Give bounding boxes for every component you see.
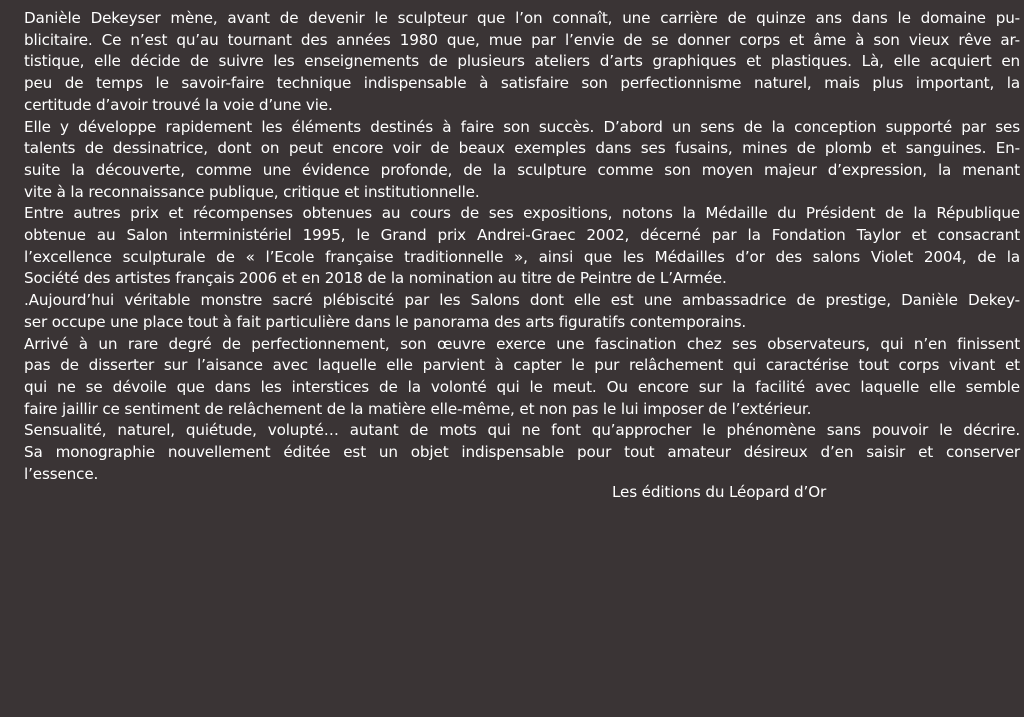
text-line: l’excellence sculpturale de « l’Ecole française traditionnelle », ainsi que les Médailles d’or des salons Violet 2004, de la xyxy=(24,247,1020,266)
text-line: faire jaillir ce sentiment de relâchement de la matière elle-même, et non pas le lui imposer de l’extérieur. xyxy=(24,399,812,418)
text-line: ser occupe une place tout à fait particulière dans le panorama des arts figuratifs contemporains. xyxy=(24,312,747,331)
text-line: Sensualité, naturel, quiétude, volupté… autant de mots qui ne font qu’approcher le phénomène sans pouvoir le décrire. xyxy=(24,421,1020,440)
text-line: Danièle Dekeyser mène, avant de devenir le sculpteur que l’on connaît, une carrière de quinze ans dans le domaine pu- xyxy=(24,9,1020,27)
publisher-signature: Les éditions du Léopard d’Or xyxy=(612,483,827,501)
text-line: suite la découverte, comme une évidence profonde, de la sculpture comme son moyen majeur d’expression, la menant xyxy=(24,160,1020,179)
text-line: Société des artistes français 2006 et en 2018 de la nomination au titre de Peintre de L’Armée. xyxy=(24,269,727,288)
text-line: blicitaire. Ce n’est qu’au tournant des années 1980 que, mue par l’envie de se donner corps et âme à son vieux rêve ar- xyxy=(24,30,1020,49)
text-line: certitude d’avoir trouvé la voie d’une vie. xyxy=(24,95,333,114)
paragraph xyxy=(24,290,1020,333)
text-line: qui ne se dévoile que dans les interstices de la volonté qui le meut. Ou encore sur la facilité avec laquelle elle semble xyxy=(24,377,1020,396)
text-line: talents de dessinatrice, dont on peut encore voir de beaux exemples dans ses fusains, mines de plomb et sanguines. En- xyxy=(24,139,1020,158)
text-line: pas de disserter sur l’aisance avec laquelle elle parvient à capter le pur relâchement qui caractérise tout corps vivant et xyxy=(24,356,1020,375)
text-line: tistique, elle décide de suivre les enseignements de plusieurs ateliers d’arts graphiques et plastiques. Là, elle acquiert en xyxy=(24,52,1020,71)
paragraph xyxy=(24,334,1020,421)
text-line: vite à la reconnaissance publique, critique et institutionnelle. xyxy=(24,182,480,201)
text-line: obtenue au Salon interministériel 1995, le Grand prix Andrei-Graec 2002, décerné par la Fondation Taylor et consacrant xyxy=(24,226,1020,245)
paragraph xyxy=(24,117,1020,204)
text-line: Elle y développe rapidement les éléments destinés à faire son succès. D’abord un sens de la conception supporté par ses xyxy=(24,117,1020,136)
text-line: Arrivé à un rare degré de perfectionnement, son œuvre exerce une fascination chez ses observateurs, qui n’en finissent xyxy=(24,334,1020,353)
text-line: Entre autres prix et récompenses obtenues au cours de ses expositions, notons la Médaille du Président de la République xyxy=(24,204,1020,223)
paragraph xyxy=(24,8,1020,117)
text-line: peu de temps le savoir-faire technique indispensable à satisfaire son perfectionnisme naturel, mais plus important, la xyxy=(24,74,1020,93)
text-line: l’essence. xyxy=(24,464,99,483)
text-line: Sa monographie nouvellement éditée est un objet indispensable pour tout amateur désireux d’en saisir et conserver xyxy=(24,443,1020,462)
paragraph xyxy=(24,203,1020,290)
text-line: .Aujourd’hui véritable monstre sacré plébiscité par les Salons dont elle est une ambassadrice de prestige, Danièle Dekey- xyxy=(24,291,1020,310)
body-text xyxy=(24,8,1020,485)
paragraph xyxy=(24,420,1020,485)
